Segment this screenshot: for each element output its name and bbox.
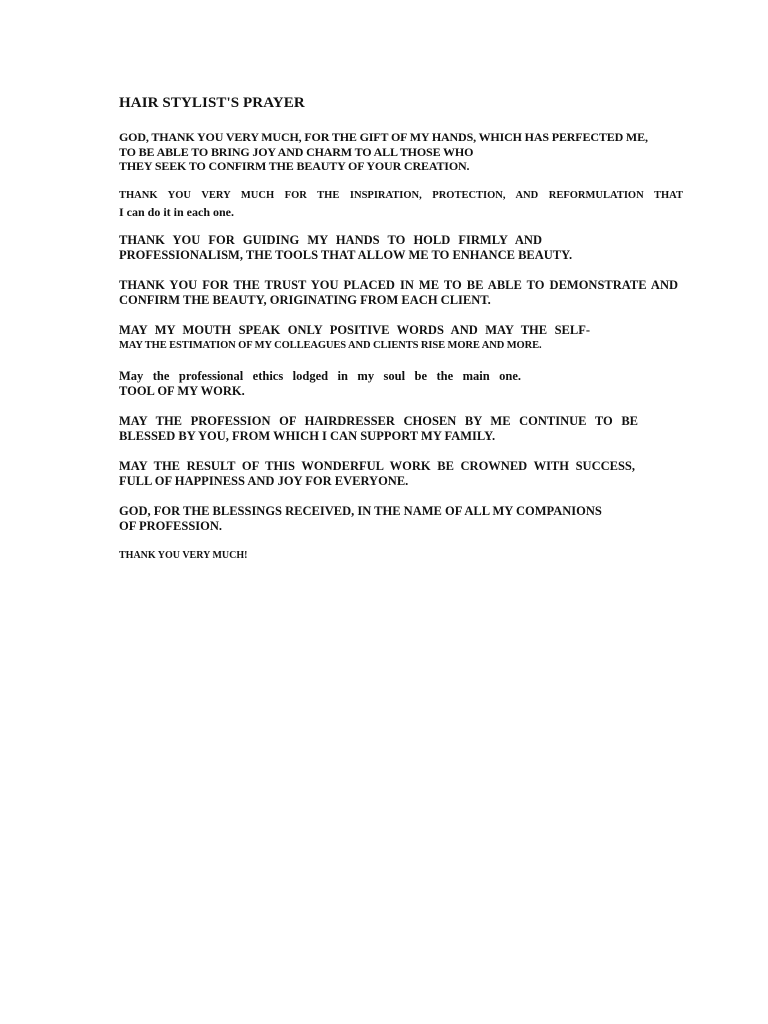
paragraph-inspiration bbox=[119, 188, 683, 220]
paragraph-line: THANK YOU VERY MUCH FOR THE INSPIRATION, PROTECTION, AND REFORMULATION THAT bbox=[119, 190, 683, 201]
paragraph-line: BLESSED BY YOU, FROM WHICH I CAN SUPPORT MY FAMILY. bbox=[119, 429, 496, 443]
paragraph-line: THANK YOU VERY MUCH! bbox=[119, 550, 248, 561]
paragraph-line: TOOL OF MY WORK. bbox=[119, 384, 245, 398]
paragraph-line: CONFIRM THE BEAUTY, ORIGINATING FROM EACH CLIENT. bbox=[119, 293, 491, 307]
paragraph-line: THANK YOU FOR GUIDING MY HANDS TO HOLD FIRMLY AND bbox=[119, 233, 542, 247]
paragraph-line: FULL OF HAPPINESS AND JOY FOR EVERYONE. bbox=[119, 474, 409, 488]
paragraph-line: THANK YOU FOR THE TRUST YOU PLACED IN ME TO BE ABLE TO DEMONSTRATE AND bbox=[119, 278, 678, 292]
paragraph-wonderful-work bbox=[119, 459, 635, 489]
paragraph-line: THEY SEEK TO CONFIRM THE BEAUTY OF YOUR CREATION. bbox=[119, 159, 470, 173]
paragraph-gift-of-hands bbox=[119, 130, 648, 174]
paragraph-positive-words bbox=[119, 323, 590, 353]
paragraph-line: MAY THE ESTIMATION OF MY COLLEAGUES AND CLIENTS RISE MORE AND MORE. bbox=[119, 340, 542, 351]
paragraph-line: GOD, THANK YOU VERY MUCH, FOR THE GIFT OF MY HANDS, WHICH HAS PERFECTED ME, bbox=[119, 130, 648, 144]
paragraph-line: May the professional ethics lodged in my soul be the main one. bbox=[119, 369, 521, 383]
paragraph-guiding-hands bbox=[119, 233, 572, 263]
paragraph-line: MAY THE PROFESSION OF HAIRDRESSER CHOSEN BY ME CONTINUE TO BE bbox=[119, 414, 638, 428]
paragraph-line: TO BE ABLE TO BRING JOY AND CHARM TO ALL THOSE WHO bbox=[119, 144, 474, 159]
paragraph-line: PROFESSIONALISM, THE TOOLS THAT ALLOW ME TO ENHANCE BEAUTY. bbox=[119, 248, 573, 262]
paragraph-professional-ethics bbox=[119, 369, 521, 399]
paragraph-line: GOD, FOR THE BLESSINGS RECEIVED, IN THE NAME OF ALL MY COMPANIONS bbox=[119, 504, 602, 518]
paragraph-line: OF PROFESSION. bbox=[119, 519, 223, 533]
paragraph-closing bbox=[119, 549, 247, 562]
paragraph-trust bbox=[119, 278, 678, 308]
paragraph-line: I can do it in each one. bbox=[119, 205, 235, 219]
paragraph-blessings bbox=[119, 504, 602, 534]
paragraph-profession-hairdresser bbox=[119, 414, 638, 444]
document-title: HAIR STYLIST'S PRAYER bbox=[119, 95, 305, 111]
paragraph-line: MAY MY MOUTH SPEAK ONLY POSITIVE WORDS AND MAY THE SELF- bbox=[119, 323, 590, 337]
paragraph-line: MAY THE RESULT OF THIS WONDERFUL WORK BE CROWNED WITH SUCCESS, bbox=[119, 459, 635, 473]
